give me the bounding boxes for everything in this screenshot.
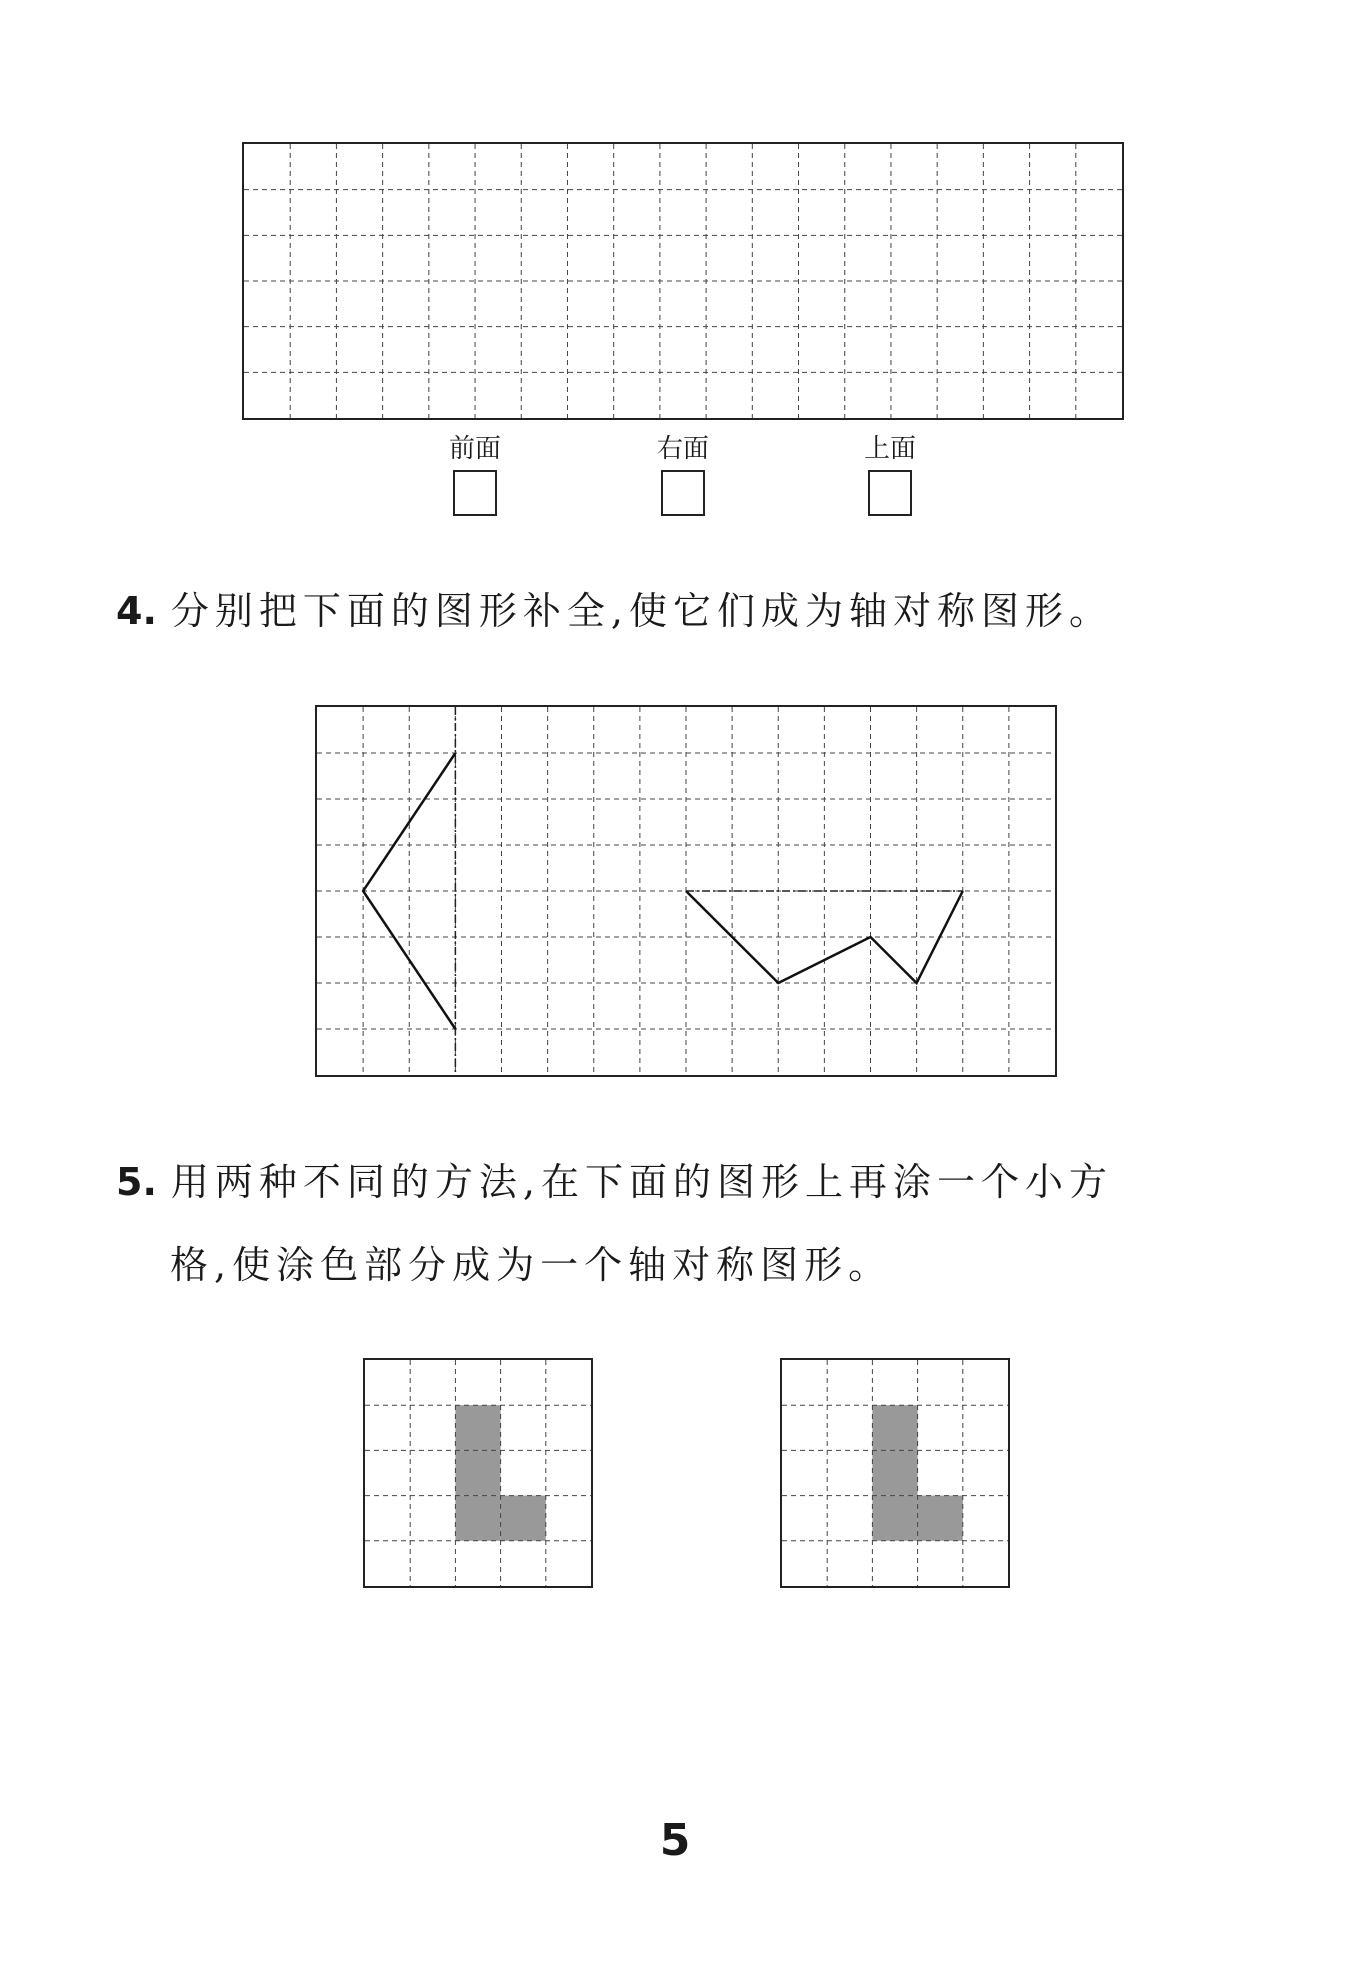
answer-box-front[interactable] (453, 470, 497, 516)
shaded-cell (918, 1496, 963, 1541)
question-5-line2 (170, 1243, 893, 1287)
answer-box-right[interactable] (661, 470, 705, 516)
label-top: 上面 (863, 434, 916, 464)
shaded-cell (872, 1496, 917, 1541)
coloring-grid-method-2[interactable] (780, 1358, 1010, 1588)
shaded-cell (455, 1450, 500, 1495)
page-number: 5 (659, 1815, 691, 1866)
symmetry-grid-q4[interactable] (315, 705, 1057, 1077)
shaded-cell (501, 1496, 546, 1541)
shaded-cell (455, 1405, 500, 1450)
q5-figure-2 (782, 1360, 1008, 1586)
shaded-cell (872, 1450, 917, 1495)
label-front: 前面 (448, 434, 501, 464)
question-4-number: 4. (116, 589, 157, 633)
question-4-text: 分别把下面的图形补全,使它们成为轴对称图形。 (170, 589, 1113, 633)
shaded-cell (455, 1496, 500, 1541)
question-5-line1 (116, 1160, 1113, 1204)
question-5-text-line1: 用两种不同的方法,在下面的图形上再涂一个小方 (170, 1160, 1113, 1204)
question-4 (116, 589, 1113, 633)
drawing-grid-views[interactable] (242, 142, 1124, 420)
q4-figure (317, 707, 1055, 1075)
coloring-grid-method-1[interactable] (363, 1358, 593, 1588)
label-right: 右面 (656, 434, 709, 464)
question-5-text-line2: 格,使涂色部分成为一个轴对称图形。 (170, 1243, 893, 1287)
question-5-number: 5. (116, 1160, 157, 1204)
grid-lines (244, 144, 1122, 418)
answer-box-top[interactable] (868, 470, 912, 516)
shaded-cell (872, 1405, 917, 1450)
q5-figure-1 (365, 1360, 591, 1586)
